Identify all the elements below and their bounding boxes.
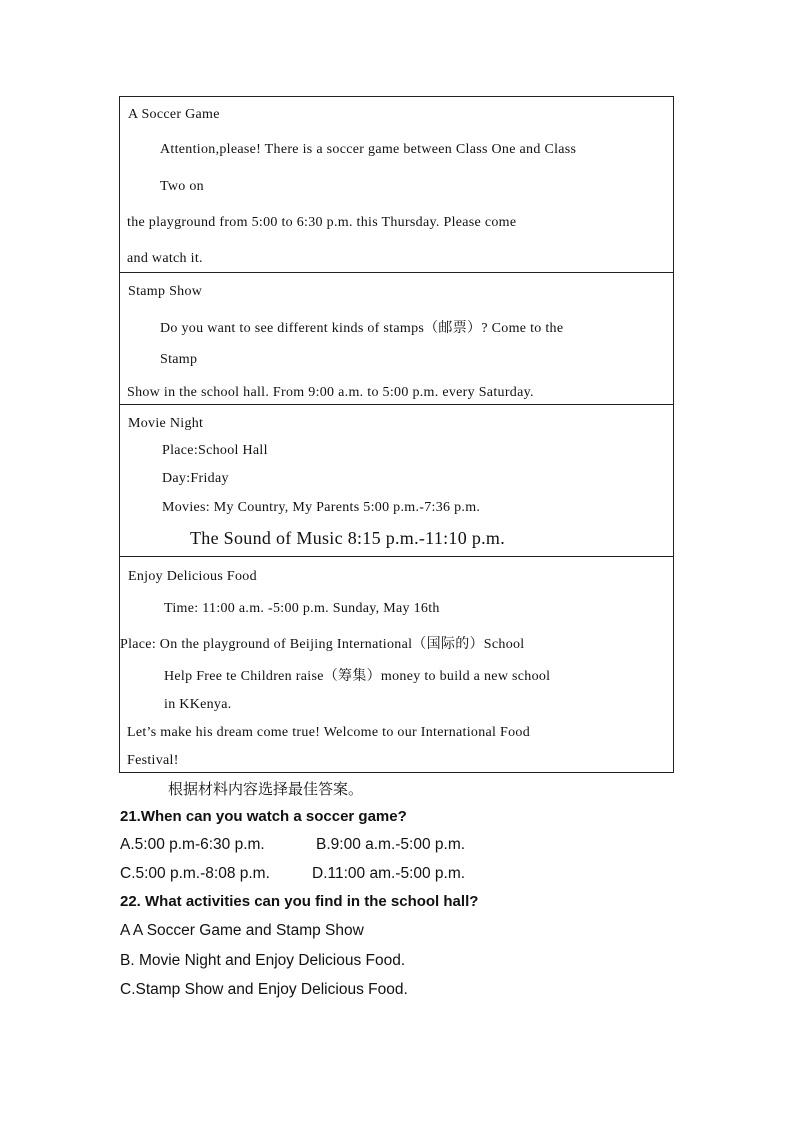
soccer-line-2: Two on bbox=[160, 179, 204, 194]
food-place: Place: On the playground of Beijing International（国际的）School bbox=[120, 637, 525, 652]
notice-soccer bbox=[119, 96, 674, 273]
movie-sound-of-music: The Sound of Music 8:15 p.m.-11:10 p.m. bbox=[190, 528, 506, 548]
q21-option-d: D.11:00 am.-5:00 p.m. bbox=[312, 865, 466, 882]
food-time: Time: 11:00 a.m. -5:00 p.m. Sunday, May 16th bbox=[164, 601, 440, 616]
notice-stamp bbox=[119, 272, 674, 405]
food-kenya: in KKenya. bbox=[164, 697, 232, 712]
movie-place: Place:School Hall bbox=[162, 443, 268, 458]
stamp-line-3: Show in the school hall. From 9:00 a.m. to 5:00 p.m. every Saturday. bbox=[127, 385, 534, 400]
movie-list: Movies: My Country, My Parents 5:00 p.m.-7:36 p.m. bbox=[162, 500, 481, 515]
food-title: Enjoy Delicious Food bbox=[128, 569, 257, 584]
q21-option-c: C.5:00 p.m.-8:08 p.m. bbox=[120, 865, 270, 882]
food-dream: Let’s make his dream come true! Welcome to our International Food bbox=[127, 725, 530, 740]
stamp-line-1: Do you want to see different kinds of stamps（邮票）? Come to the bbox=[160, 321, 564, 336]
notice-movie bbox=[119, 404, 674, 557]
soccer-title: A Soccer Game bbox=[128, 107, 220, 122]
q21-option-a: A.5:00 p.m-6:30 p.m. bbox=[120, 836, 265, 853]
food-festival: Festival! bbox=[127, 753, 179, 768]
instruction: 根据材料内容选择最佳答案。 bbox=[168, 781, 364, 798]
stamp-title: Stamp Show bbox=[128, 284, 203, 299]
question-22: 22. What activities can you find in the school hall? bbox=[120, 893, 479, 910]
q22-option-a: A A Soccer Game and Stamp Show bbox=[120, 922, 364, 939]
food-help: Help Free te Children raise（筹集）money to build a new school bbox=[164, 669, 551, 684]
question-21: 21.When can you watch a soccer game? bbox=[120, 808, 407, 825]
q22-option-c: C.Stamp Show and Enjoy Delicious Food. bbox=[120, 981, 408, 998]
soccer-line-1: Attention,please! There is a soccer game between Class One and Class bbox=[160, 142, 577, 157]
movie-day: Day:Friday bbox=[162, 471, 229, 486]
soccer-line-3: the playground from 5:00 to 6:30 p.m. this Thursday. Please come bbox=[127, 215, 517, 230]
notice-food bbox=[119, 556, 674, 773]
stamp-line-2: Stamp bbox=[160, 352, 198, 367]
movie-title: Movie Night bbox=[128, 416, 204, 431]
q22-option-b: B. Movie Night and Enjoy Delicious Food. bbox=[120, 952, 406, 969]
soccer-line-4: and watch it. bbox=[127, 251, 203, 266]
q21-option-b: B.9:00 a.m.-5:00 p.m. bbox=[316, 836, 466, 853]
